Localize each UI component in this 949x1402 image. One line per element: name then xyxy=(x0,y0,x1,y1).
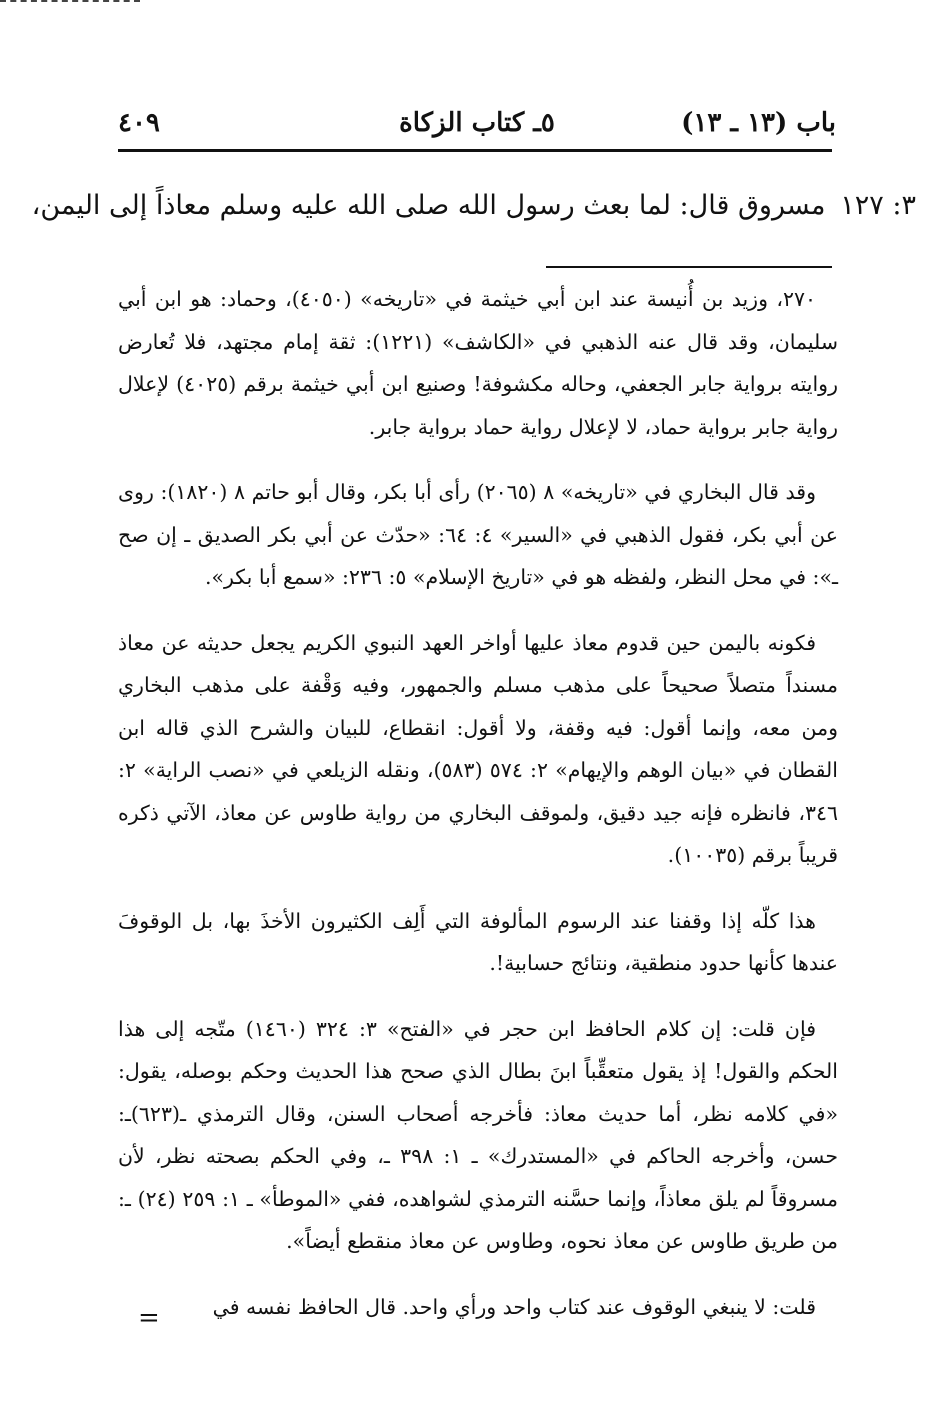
chapter-heading: باب (١٣ ـ ١٣) xyxy=(681,108,836,138)
footnote-paragraph: وقد قال البخاري في «تاريخه» ٨ (٢٠٦٥) رأى أبا بكر، وقال أبو حاتم ٨ (١٨٢٠): روى عن أبي بكر، فقول الذهبي في «السير» ٤: ٦٤: «حدّث عن أبي بكر الصديق ـ إن صح ـ»: في محل النظر، ولفظه هو في «تاريخ الإسلام» ٥: ٢٣٦: «سمع أبا بكر». xyxy=(118,480,839,589)
footnote-paragraph: ٢٧٠، وزيد بن أُنيسة عند ابن أبي خيثمة في «تاريخه» (٤٠٥٠)، وحماد: هو ابن أبي سليمان، وقد قال عنه الذهبي في «الكاشف» (١٢٢١): ثقة إمام مجتهد، فلا تُعارض روايته برواية جابر الجعفي، وحاله مكشوفة! وصنيع ابن أبي خيثمة برقم (٤٠٢٥) لإعلال رواية جابر برواية حماد، لا لإعلال رواية حماد برواية جابر. xyxy=(118,287,838,439)
header-rule xyxy=(118,149,832,152)
footnote-paragraph: فإن قلت: إن كلام الحافظ ابن حجر في «الفتح» ٣: ٣٢٤ (١٤٦٠) متّجه إلى هذا الحكم والقول! إذ يقول متعقِّباً ابنَ بطال الذي صحح هذا الحديث وحكم بوصله، يقول: «في كلامه نظر، أما حديث معاذ: فأخرجه أصحاب السنن، وقال الترمذي ـ(٦٢٣)ـ: حسن، وأخرجه الحاكم في «المستدرك» ـ ١: ٣٩٨ ـ، وفي الحكم بصحته نظر، لأن مسروقاً لم يلق معاذاً، وإنما حسَّنه الترمذي لشواهده، ففي «الموطأ» ـ ١: ٢٥٩ (٢٤) ـ: من طريق طاوس عن معاذ نحوه، وطاوس عن معاذ منقطع أيضاً». xyxy=(118,1016,838,1253)
page-number: ٤٠٩ xyxy=(118,108,160,138)
hadith-line xyxy=(31,190,916,221)
hadith-text: مسروق قال: لما بعث رسول الله صلى الله عليه وسلم معاذاً إلى اليمن، xyxy=(31,190,826,221)
hadith-number: ٣: ١٢٧ xyxy=(840,190,916,221)
footnote-rule xyxy=(546,266,832,268)
continuation-mark: = xyxy=(138,1303,160,1333)
page-edge-dashes xyxy=(0,0,140,6)
book-title: ٥ـ كتاب الزكاة xyxy=(399,108,555,138)
running-header xyxy=(118,104,836,148)
footnote-paragraph: فكونه باليمن حين قدوم معاذ عليها أواخر العهد النبوي الكريم يجعل حديثه عن معاذ مسنداً متصلاً صحيحاً على مذهب مسلم والجمهور، وفيه وَقْفة على مذهب البخاري ومن معه، وإنما أقول: فيه وقفة، ولا أقول: انقطاع، للبيان والشرح الذي قاله ابن القطان في «بيان الوهم والإيهام» ٢: ٥٧٤ (٥٨٣)، ونقله الزيلعي في «نصب الراية» ٢: ٣٤٦، فانظره فإنه جيد دقيق، ولموقف البخاري من رواية طاوس عن معاذ، الآتي ذكره قريباً برقم (١٠٠٣٥). xyxy=(118,630,838,867)
footnote-paragraph: هذا كلّه إذا وقفنا عند الرسوم المألوفة التي أَلِف الكثيرون الأخذَ بها، بل الوقوفَ عندها كأنها حدود منطقية، ونتائج حسابية!. xyxy=(118,908,838,975)
footnotes xyxy=(118,278,838,1351)
footnote-paragraph: قلت: لا ينبغي الوقوف عند كتاب واحد ورأي واحد. قال الحافظ نفسه في xyxy=(212,1294,816,1319)
